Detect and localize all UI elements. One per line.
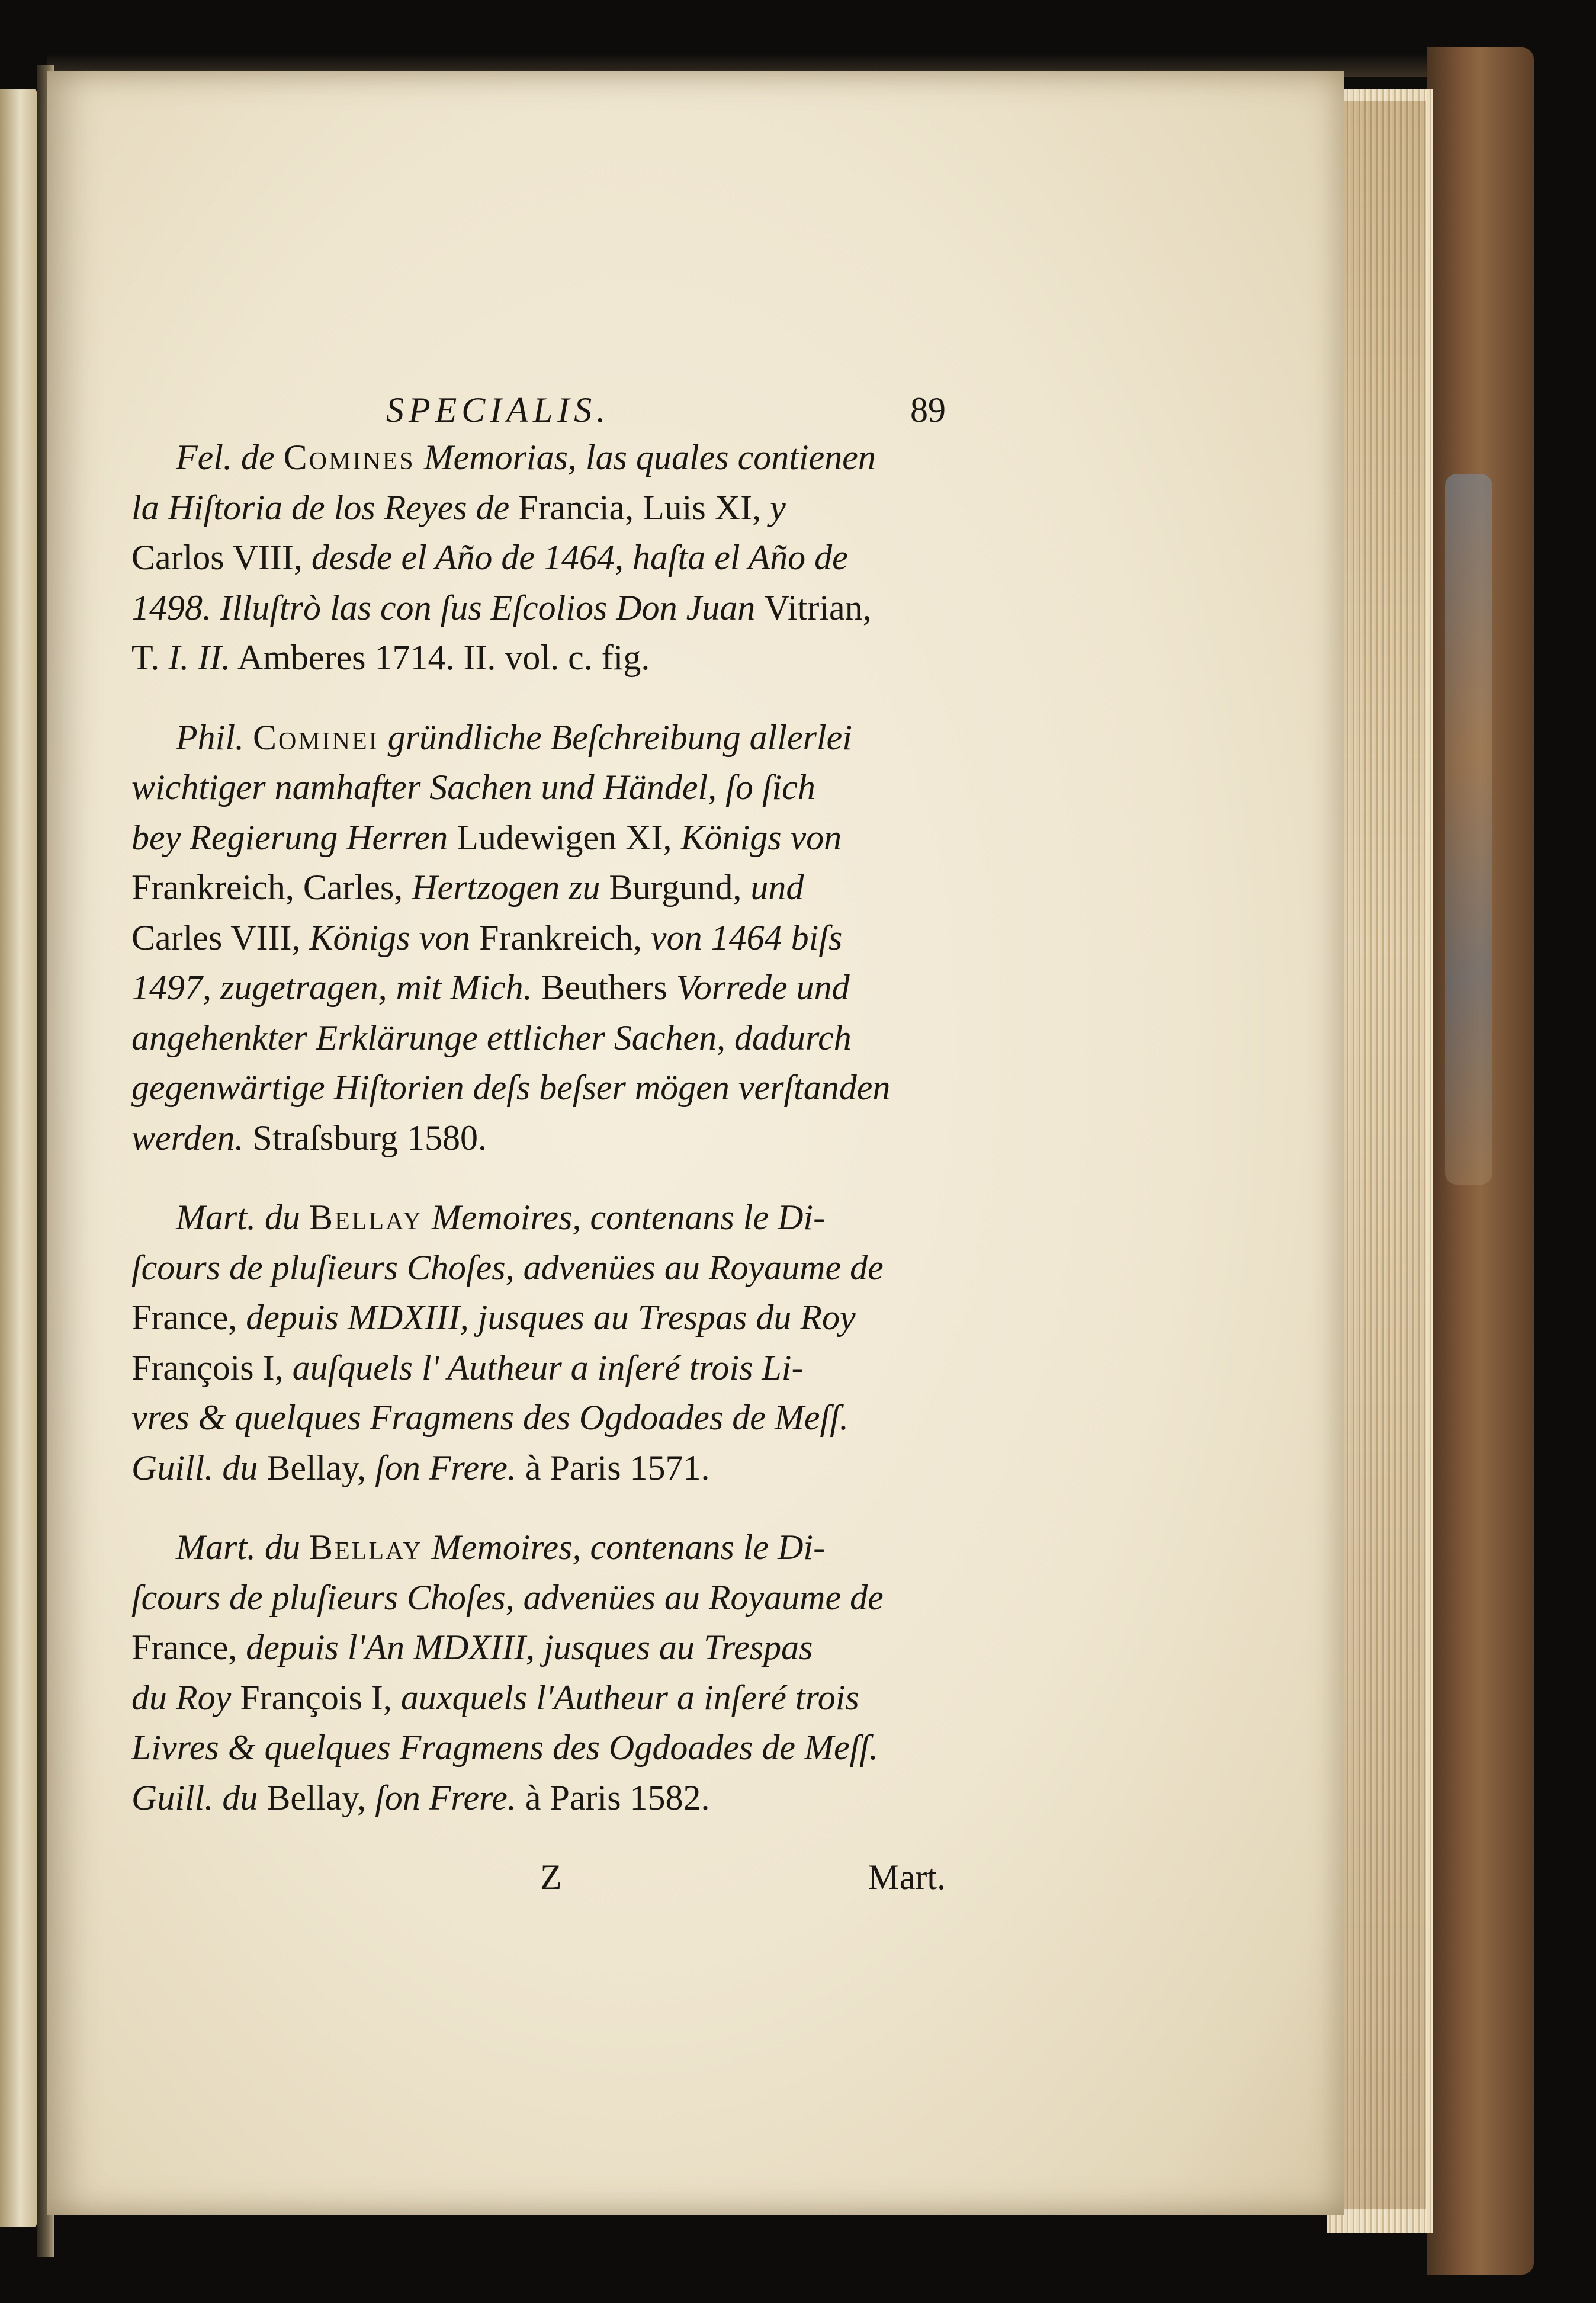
entry-line bbox=[131, 1063, 946, 1113]
text-segment: und bbox=[750, 868, 804, 907]
text-segment: Bellay, bbox=[266, 1448, 375, 1487]
page-footer bbox=[131, 1852, 946, 1906]
text-segment: Vitrian, bbox=[764, 588, 872, 627]
text-segment: Fel. de bbox=[176, 438, 284, 477]
text-segment: angehenkter Erklärunge ettlicher Sachen, dadurch bbox=[131, 1018, 852, 1057]
text-segment: auſquels l' Autheur a inſeré trois Li- bbox=[292, 1348, 804, 1387]
facing-page-edge bbox=[0, 89, 37, 2227]
entry-line bbox=[131, 1192, 946, 1243]
text-segment: depuis l'An MDXIII, jusques au Trespas bbox=[246, 1628, 813, 1667]
text-segment: Königs von bbox=[680, 817, 842, 857]
entry-line bbox=[131, 533, 946, 583]
text-segment: Memorias, las quales contienen bbox=[415, 438, 876, 477]
running-head bbox=[131, 385, 946, 432]
text-segment: Francia, Luis XI, bbox=[518, 487, 770, 527]
text-segment: depuis MDXIII, jusques au Trespas du Roy bbox=[246, 1298, 856, 1337]
text-segment: Königs von bbox=[309, 918, 480, 957]
entry-line bbox=[131, 432, 946, 483]
entry-line bbox=[131, 762, 946, 813]
entry-line bbox=[131, 1393, 946, 1443]
fore-edge-stain bbox=[1337, 101, 1426, 2209]
entry-line bbox=[131, 633, 946, 683]
text-segment: 1497, zugetragen, mit Mich. bbox=[131, 968, 541, 1007]
text-segment: werden. bbox=[131, 1118, 253, 1157]
text-segment: Carles VIII, bbox=[131, 918, 310, 957]
text-segment: gegenwärtige Hiſtorien deſs beſser mögen verſtanden bbox=[131, 1068, 891, 1107]
catchword: Mart. bbox=[868, 1858, 946, 1897]
text-segment: Phil. bbox=[176, 717, 253, 757]
text-segment: 1498. Illuſtrò las con ſus Eſcolios Don Juan bbox=[131, 588, 765, 627]
author-name: Bellay bbox=[309, 1528, 423, 1567]
author-name: Cominei bbox=[253, 717, 379, 757]
text-segment: ſon Frere. bbox=[375, 1778, 525, 1817]
text-segment: Hertzogen zu bbox=[412, 868, 609, 907]
text-segment: à Paris 1582. bbox=[525, 1778, 710, 1817]
text-segment: François I, bbox=[240, 1677, 401, 1717]
text-segment: ſon Frere. bbox=[375, 1448, 525, 1487]
entry-line bbox=[131, 1443, 946, 1493]
text-segment: Straſsburg 1580. bbox=[252, 1118, 487, 1157]
text-segment: ſcours de pluſieurs Choſes, advenües au Royaume de bbox=[131, 1247, 884, 1287]
text-segment: France, bbox=[131, 1298, 246, 1337]
text-segment: Beuthers bbox=[541, 968, 676, 1007]
entry-line bbox=[131, 913, 946, 963]
text-segment: Livres & quelques Fragmens des Ogdoades de Meſſ. bbox=[131, 1728, 878, 1767]
text-segment: François I, bbox=[131, 1348, 293, 1387]
bibliography-entry bbox=[131, 713, 946, 1163]
text-segment: ſcours de pluſieurs Choſes, advenües au Royaume de bbox=[131, 1577, 884, 1617]
entry-line bbox=[131, 1522, 946, 1573]
text-segment: du Roy bbox=[131, 1677, 240, 1717]
entry-line bbox=[131, 1113, 946, 1163]
author-name: Bellay bbox=[309, 1198, 423, 1237]
entry-line bbox=[131, 1723, 946, 1773]
author-name: Comines bbox=[283, 438, 415, 477]
text-segment: Memoires, contenans le Di- bbox=[422, 1198, 826, 1237]
text-segment: T. bbox=[131, 638, 169, 677]
text-segment: gründliche Beſchreibung allerlei bbox=[378, 717, 852, 757]
text-segment: bey Regierung Herren bbox=[131, 817, 457, 857]
marbled-cover-edge bbox=[1445, 474, 1492, 1185]
running-title: SPECIALIS. bbox=[386, 390, 611, 429]
entry-line bbox=[131, 1243, 946, 1293]
text-segment: wichtiger namhafter Sachen und Händel, ſo ſich bbox=[131, 768, 815, 807]
text-segment: Mart. du bbox=[176, 1528, 309, 1567]
entry-line bbox=[131, 713, 946, 763]
text-block bbox=[131, 385, 946, 1906]
text-segment: y bbox=[770, 487, 786, 527]
signature-mark: Z bbox=[540, 1858, 562, 1897]
text-segment: vres & quelques Fragmens des Ogdoades de Meſſ. bbox=[131, 1398, 849, 1437]
text-segment: Burgund, bbox=[609, 868, 751, 907]
bibliography-entry bbox=[131, 432, 946, 683]
entry-line bbox=[131, 862, 946, 913]
entry-line bbox=[131, 813, 946, 863]
text-segment: auxquels l'Autheur a inſeré trois bbox=[400, 1677, 859, 1717]
text-segment: Guill. du bbox=[131, 1448, 267, 1487]
text-segment: France, bbox=[131, 1628, 246, 1667]
text-segment: von 1464 biſs bbox=[651, 918, 843, 957]
entry-line bbox=[131, 1013, 946, 1063]
text-segment: desde el Año de 1464, haſta el Año de bbox=[311, 538, 848, 577]
text-segment: à Paris 1571. bbox=[525, 1448, 710, 1487]
text-segment: Guill. du bbox=[131, 1778, 267, 1817]
text-segment: Amberes 1714. II. vol. c. fig. bbox=[230, 638, 650, 677]
bibliography-entry bbox=[131, 1192, 946, 1493]
entry-line bbox=[131, 1673, 946, 1723]
text-segment: la Hiſtoria de los Reyes de bbox=[131, 487, 519, 527]
entry-line bbox=[131, 483, 946, 533]
entry-line bbox=[131, 583, 946, 633]
entry-line bbox=[131, 1343, 946, 1393]
entry-line bbox=[131, 1773, 946, 1823]
text-segment: Frankreich, bbox=[479, 918, 651, 957]
text-segment: Carlos VIII, bbox=[131, 538, 312, 577]
text-segment: Mart. du bbox=[176, 1198, 309, 1237]
page-number: 89 bbox=[910, 390, 946, 429]
bibliography-entries bbox=[131, 432, 946, 1823]
text-segment: Vorrede und bbox=[676, 968, 850, 1007]
text-segment: Frankreich, Carles, bbox=[131, 868, 412, 907]
text-segment: Bellay, bbox=[266, 1778, 375, 1817]
entry-line bbox=[131, 963, 946, 1013]
text-segment: I. II. bbox=[168, 638, 231, 677]
entry-line bbox=[131, 1573, 946, 1623]
bibliography-entry bbox=[131, 1522, 946, 1823]
text-segment: Memoires, contenans le Di- bbox=[422, 1528, 826, 1567]
text-segment: Ludewigen XI, bbox=[457, 817, 681, 857]
entry-line bbox=[131, 1292, 946, 1343]
entry-line bbox=[131, 1622, 946, 1673]
